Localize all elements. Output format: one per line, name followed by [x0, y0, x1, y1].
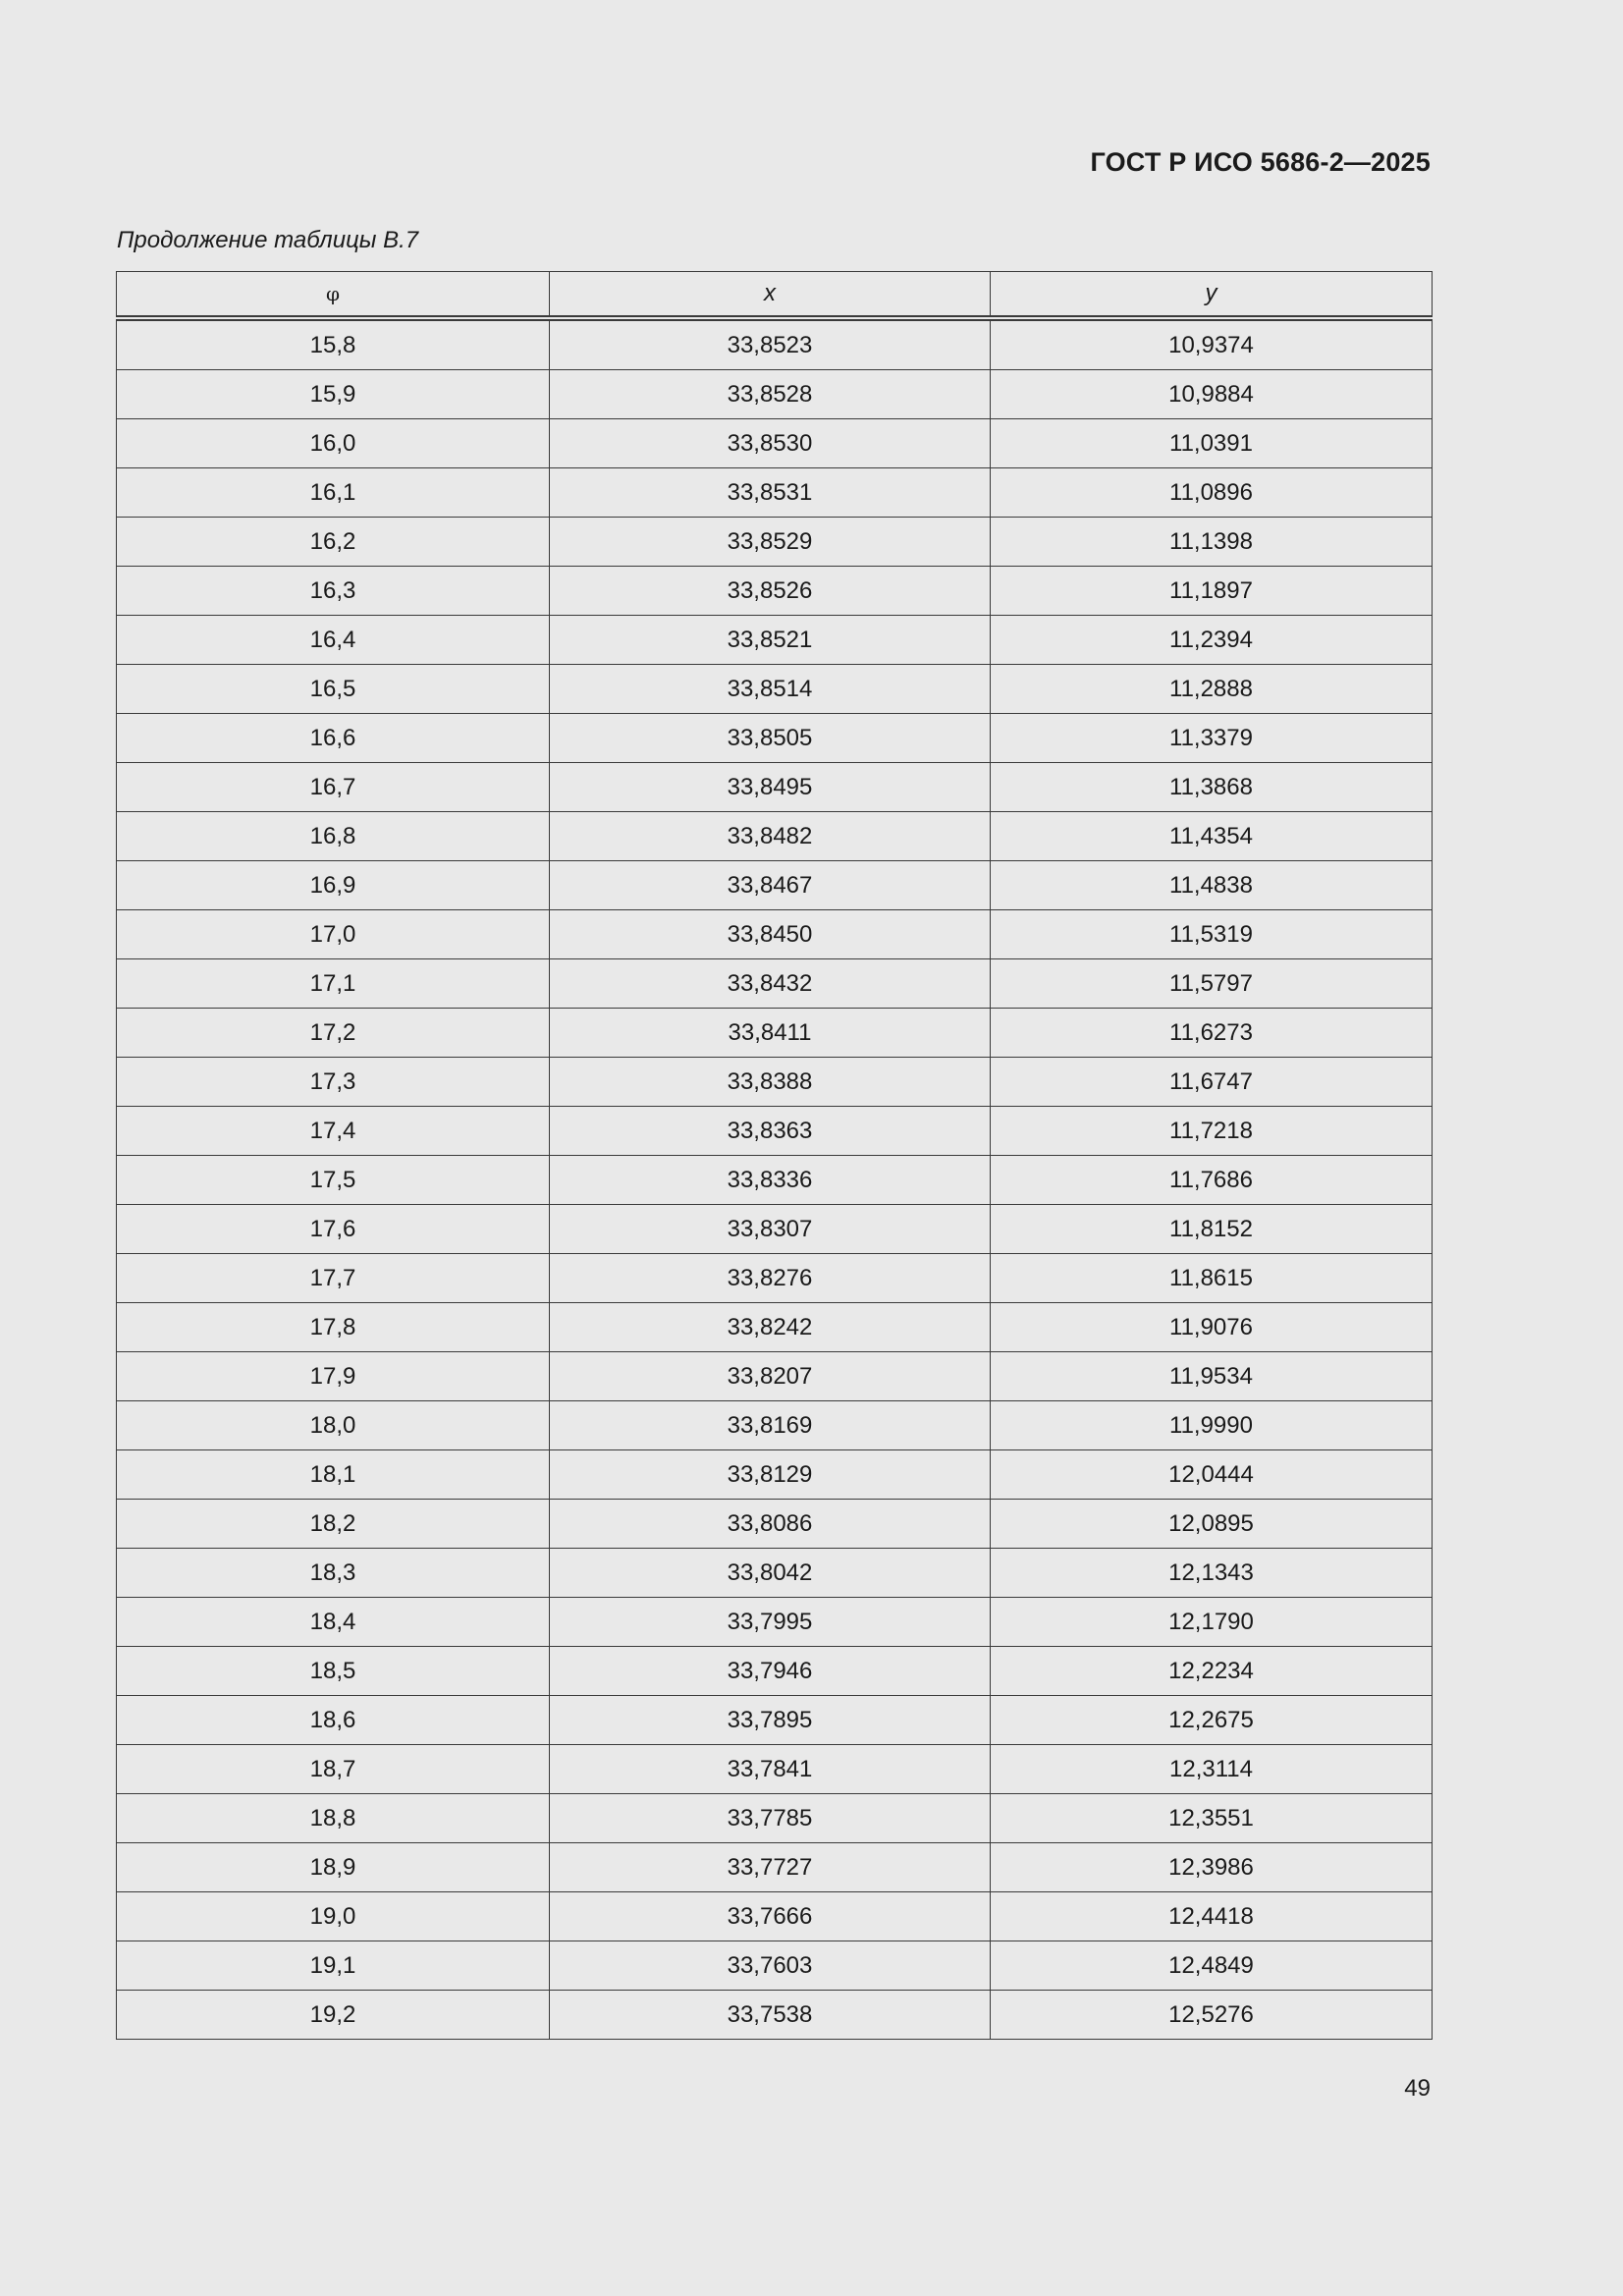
cell-y: 12,4418	[991, 1892, 1433, 1941]
cell-y: 11,0391	[991, 419, 1433, 468]
cell-x: 33,8482	[550, 812, 991, 861]
cell-phi: 15,9	[117, 370, 550, 419]
cell-phi: 17,0	[117, 910, 550, 959]
cell-x: 33,8526	[550, 567, 991, 616]
column-header-phi: φ	[117, 272, 550, 319]
cell-y: 11,1398	[991, 518, 1433, 567]
cell-phi: 17,2	[117, 1009, 550, 1058]
cell-y: 11,4354	[991, 812, 1433, 861]
cell-phi: 16,9	[117, 861, 550, 910]
table-row	[117, 616, 1433, 665]
table-row	[117, 567, 1433, 616]
table-row	[117, 1696, 1433, 1745]
cell-x: 33,7538	[550, 1991, 991, 2040]
cell-phi: 17,1	[117, 959, 550, 1009]
table-row	[117, 812, 1433, 861]
table-row	[117, 468, 1433, 518]
cell-phi: 16,8	[117, 812, 550, 861]
cell-x: 33,8530	[550, 419, 991, 468]
cell-y: 12,2675	[991, 1696, 1433, 1745]
table-row	[117, 1254, 1433, 1303]
cell-x: 33,7995	[550, 1598, 991, 1647]
cell-y: 11,1897	[991, 567, 1433, 616]
cell-y: 11,6747	[991, 1058, 1433, 1107]
cell-phi: 19,2	[117, 1991, 550, 2040]
cell-x: 33,8388	[550, 1058, 991, 1107]
cell-x: 33,8450	[550, 910, 991, 959]
cell-x: 33,7666	[550, 1892, 991, 1941]
cell-x: 33,7895	[550, 1696, 991, 1745]
table-caption: Продолжение таблицы В.7	[117, 227, 419, 253]
cell-phi: 18,6	[117, 1696, 550, 1745]
table-row	[117, 910, 1433, 959]
table-row	[117, 1107, 1433, 1156]
cell-x: 33,8505	[550, 714, 991, 763]
cell-x: 33,8336	[550, 1156, 991, 1205]
cell-phi: 18,8	[117, 1794, 550, 1843]
cell-y: 11,5319	[991, 910, 1433, 959]
cell-y: 10,9884	[991, 370, 1433, 419]
cell-phi: 16,5	[117, 665, 550, 714]
cell-phi: 18,3	[117, 1549, 550, 1598]
cell-y: 12,4849	[991, 1941, 1433, 1991]
cell-x: 33,7785	[550, 1794, 991, 1843]
cell-x: 33,8514	[550, 665, 991, 714]
page-number: 49	[1404, 2075, 1431, 2102]
column-header-x: x	[550, 272, 991, 319]
cell-x: 33,8042	[550, 1549, 991, 1598]
cell-phi: 15,8	[117, 318, 550, 370]
table-row	[117, 1549, 1433, 1598]
cell-phi: 18,4	[117, 1598, 550, 1647]
cell-phi: 18,1	[117, 1450, 550, 1500]
table-row	[117, 861, 1433, 910]
cell-phi: 18,7	[117, 1745, 550, 1794]
table-row	[117, 1450, 1433, 1500]
table-row	[117, 1156, 1433, 1205]
cell-x: 33,8528	[550, 370, 991, 419]
cell-x: 33,8411	[550, 1009, 991, 1058]
cell-phi: 17,4	[117, 1107, 550, 1156]
cell-y: 11,7686	[991, 1156, 1433, 1205]
cell-x: 33,8467	[550, 861, 991, 910]
table-row	[117, 370, 1433, 419]
cell-phi: 16,1	[117, 468, 550, 518]
cell-y: 12,0895	[991, 1500, 1433, 1549]
table-row	[117, 1009, 1433, 1058]
document-standard-title: ГОСТ Р ИСО 5686-2—2025	[1090, 147, 1431, 177]
cell-y: 11,2394	[991, 616, 1433, 665]
cell-y: 12,2234	[991, 1647, 1433, 1696]
cell-phi: 19,0	[117, 1892, 550, 1941]
cell-phi: 17,5	[117, 1156, 550, 1205]
cell-y: 11,5797	[991, 959, 1433, 1009]
table-row	[117, 1745, 1433, 1794]
table-row	[117, 1647, 1433, 1696]
cell-phi: 19,1	[117, 1941, 550, 1991]
data-table	[116, 271, 1433, 2040]
cell-x: 33,8529	[550, 518, 991, 567]
cell-phi: 17,8	[117, 1303, 550, 1352]
cell-phi: 18,9	[117, 1843, 550, 1892]
cell-y: 11,8615	[991, 1254, 1433, 1303]
cell-x: 33,8242	[550, 1303, 991, 1352]
cell-x: 33,8495	[550, 763, 991, 812]
cell-y: 11,8152	[991, 1205, 1433, 1254]
table-row	[117, 518, 1433, 567]
cell-y: 11,9076	[991, 1303, 1433, 1352]
table-row	[117, 419, 1433, 468]
table-row	[117, 763, 1433, 812]
cell-x: 33,8276	[550, 1254, 991, 1303]
cell-x: 33,8531	[550, 468, 991, 518]
cell-x: 33,8307	[550, 1205, 991, 1254]
cell-y: 12,3986	[991, 1843, 1433, 1892]
cell-phi: 16,4	[117, 616, 550, 665]
cell-x: 33,8523	[550, 318, 991, 370]
table-row	[117, 1991, 1433, 2040]
table-row	[117, 665, 1433, 714]
cell-x: 33,7727	[550, 1843, 991, 1892]
table-row	[117, 714, 1433, 763]
table-row	[117, 1843, 1433, 1892]
cell-x: 33,8521	[550, 616, 991, 665]
cell-phi: 17,6	[117, 1205, 550, 1254]
cell-y: 11,0896	[991, 468, 1433, 518]
table-row	[117, 1941, 1433, 1991]
cell-x: 33,8129	[550, 1450, 991, 1500]
table-body	[117, 318, 1433, 2040]
cell-phi: 17,9	[117, 1352, 550, 1401]
cell-y: 12,3551	[991, 1794, 1433, 1843]
cell-y: 11,3379	[991, 714, 1433, 763]
table-row	[117, 1500, 1433, 1549]
cell-y: 12,3114	[991, 1745, 1433, 1794]
cell-phi: 16,3	[117, 567, 550, 616]
cell-x: 33,8363	[550, 1107, 991, 1156]
cell-y: 11,3868	[991, 763, 1433, 812]
cell-x: 33,8169	[550, 1401, 991, 1450]
cell-phi: 16,6	[117, 714, 550, 763]
cell-phi: 16,7	[117, 763, 550, 812]
cell-y: 11,2888	[991, 665, 1433, 714]
cell-y: 11,9534	[991, 1352, 1433, 1401]
table-row	[117, 1892, 1433, 1941]
cell-x: 33,7841	[550, 1745, 991, 1794]
cell-y: 12,1343	[991, 1549, 1433, 1598]
cell-y: 11,6273	[991, 1009, 1433, 1058]
cell-x: 33,7603	[550, 1941, 991, 1991]
table-row	[117, 1598, 1433, 1647]
cell-phi: 17,7	[117, 1254, 550, 1303]
cell-y: 11,4838	[991, 861, 1433, 910]
table-row	[117, 1352, 1433, 1401]
table-row	[117, 959, 1433, 1009]
table-header-row	[117, 272, 1433, 319]
cell-x: 33,7946	[550, 1647, 991, 1696]
cell-phi: 18,2	[117, 1500, 550, 1549]
cell-x: 33,8086	[550, 1500, 991, 1549]
cell-y: 12,1790	[991, 1598, 1433, 1647]
cell-x: 33,8432	[550, 959, 991, 1009]
cell-y: 12,5276	[991, 1991, 1433, 2040]
cell-phi: 16,0	[117, 419, 550, 468]
cell-y: 12,0444	[991, 1450, 1433, 1500]
cell-phi: 18,0	[117, 1401, 550, 1450]
cell-x: 33,8207	[550, 1352, 991, 1401]
cell-y: 11,7218	[991, 1107, 1433, 1156]
table-row	[117, 1303, 1433, 1352]
cell-y: 11,9990	[991, 1401, 1433, 1450]
cell-phi: 18,5	[117, 1647, 550, 1696]
table-row	[117, 1401, 1433, 1450]
table-row	[117, 1205, 1433, 1254]
cell-y: 10,9374	[991, 318, 1433, 370]
table-row	[117, 1058, 1433, 1107]
column-header-y: y	[991, 272, 1433, 319]
table-row	[117, 1794, 1433, 1843]
cell-phi: 16,2	[117, 518, 550, 567]
cell-phi: 17,3	[117, 1058, 550, 1107]
table-row	[117, 318, 1433, 370]
